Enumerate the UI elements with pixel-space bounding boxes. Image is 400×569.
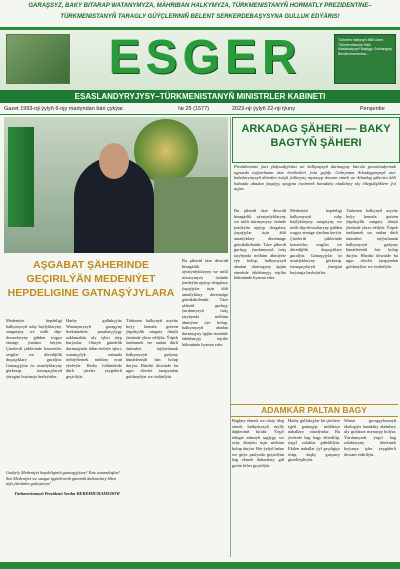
- quote-text: Gadyrly Medeniýet hepdeliginiň gatnaşyjylary! Eziz watandaşlar! Sizi Medeniýet we sungat işgärleriniň gününiň dabaralary bilen tüýs ýürekden gutlaýaryn!: [6, 470, 120, 487]
- article-column: Baglary ekmek we olary ideg etmek halkymyzyň asylly däpleriniň biridir. Ýaşyl tebigat adamyň saglygy we ruhy dünýäsi üçin möhüm bolup durýar. Her ýylyň bahar we güýz paslynda geçirilýän bag ekmek dabaralary giň gerim bilen geçirilýär.: [232, 418, 284, 468]
- article-column: Harby gullukçylar Watanymyzyň goragyny berkitmekde, parahatçylygy saklamakda uly işleri alyp barýarlar. Olaryň gündelik durmuşynda tälim-terbiýe işleri, watançylyk ruhunda terbiýelemek möhüm orun eýeleýär. Harby bölümlerde dürli çäreler yzygiderli geçirilýär.: [66, 318, 122, 379]
- article-column: Watan goragçylarynyň ekologiýa baradaky aladalary uly goldawa mynasyp bolýar. Ýurdumyzda ýaşyl bag zolaklaryny döretmek boýunça işler yzygiderli dowam etdirilýär.: [344, 418, 396, 457]
- main-photo: [4, 117, 228, 253]
- main-headline-box: [232, 117, 400, 163]
- article-column: Harby gullukçylar bu çärelere işjeň gatnaşyp, müňlerçe nahallary oturdýarlar. Bu ýerlerde bag bagy döredilip, ýaşyl zolaklar giňeldilýär. Ekilen nahallar ýyl geçdigiçe ösüp, daşky gurşawy gözelleşdirýär.: [288, 418, 340, 463]
- slogan-line-1: GARAŞSYZ, BAKY BITARAP WATANYMYZA, MÄHRIBAN HALKYMYZA, TÜRKMENISTANYŇ HORMATLY PREZIDENTINE–: [28, 3, 372, 9]
- article-column: Medeniýet hepdeligi halkymyzyň ruhy baýlyklaryny, sungatyny we milli däp-dessurlaryny giňden wagyz etmäge ýardam berýär. Çäreleriň çäklerinde konsertler, sergiler we döredijilik duşuşyklary guralýar. Gatnaşyjylar öz ussatlyklaryny görkezip, tomaşaçylaryň ýüregini buýsanja besleýärler.: [290, 208, 342, 275]
- newspaper-logo: ESGER: [108, 31, 302, 84]
- weekday: Penşenbe: [360, 106, 385, 112]
- column-divider: [230, 117, 231, 557]
- greeting-quote: [6, 470, 120, 496]
- section-headline: ADAMKÄR PALTAN BAGY: [230, 404, 398, 417]
- article-column: Türkmen halkynyň asyrlar boýy kemala getiren ýüpekçilik sungaty dünýä ýüzünde ykrar edilýär. Ýüpek öndürmek we ondan dürli önümleri taýýarlamak halkymyzyň gadymy hünärleriniň biri bolup durýar. Häzirki döwürde bu ugur döwlet tarapyndan goldanylýar we ösdürilýär.: [346, 208, 398, 269]
- issue-info-line: [0, 104, 400, 115]
- issue-date: 2023-nji ýylyň 22-nji iýuny: [232, 106, 295, 112]
- article-column: Türkmen halkynyň asyrlar boýy kemala getiren ýüpekçilik sungaty dünýä ýüzünde ykrar edilýär. Ýüpek öndürmek we ondan dürli önümleri taýýarlamak halkymyzyň gadymy hünärleriniň biri bolup durýar. Häzirki döwürde bu ugur döwlet tarapyndan goldanylýar we ösdürilýär.: [126, 318, 178, 379]
- second-headline: AŞGABAT ŞÄHERINDE GEÇIRILÝÄN MEDENIÝET HEPDELIGINE GATNAŞÝJYLARA: [7, 259, 175, 299]
- founder-bar: ESASLANDYRYJYSY–TÜRKMENISTANYŇ MINISTRLER KABINETI: [0, 90, 400, 103]
- signature: Türkmenistanyň Prezidenti Serdar BERDIMUHAMEDOW: [14, 490, 120, 496]
- photo-background: [154, 177, 228, 253]
- footer-bar: [0, 562, 400, 569]
- article-column: Medeniýet hepdeligi halkymyzyň ruhy baýlyklaryny, sungatyny we milli däp-dessurlaryny giňden wagyz etmäge ýardam berýär. Çäreleriň çäklerinde konsertler, sergiler we döredijilik duşuşyklary guralýar. Gatnaşyjylar öz ussatlyklaryny görkezip, tomaşaçylaryň ýüregini buýsanja besleýärler.: [6, 318, 62, 379]
- masthead-corner-box: [334, 34, 396, 84]
- corner-text: Türkmen halkynyň Milli Lideri, Türkmenistanyň Halk Maslahatynyň Başlygy Gurbanguly Berdimuhamedow...: [338, 38, 392, 56]
- masthead-slogan: [0, 0, 400, 30]
- person-head: [99, 143, 129, 179]
- flag-image: [8, 127, 34, 227]
- masthead-photo-left: [6, 34, 70, 84]
- article-column: Bu şäheriň täze döwrüň binagärlik aýratynlyklaryny we milli mirasymyzy özünde jemleýän ajaýyp desgalary ýaşaýjylar üçin ähli amatlyklary döretmäge gönükdirilendir. Täze şäheriň gurluşy ýurdumyzyň ösüş taryhynda möhüm ähmiýete eýe bolup, halkymyzyň abadan durmuşyny üpjün etmekde öňdebaryjy tejribe hökmünde hyzmat eder.: [182, 258, 228, 347]
- issue-number: № 25 (1577): [178, 106, 209, 112]
- main-headline: ARKADAG ŞÄHERI — BAKY BAGTYŇ ŞÄHERI: [241, 123, 391, 149]
- slogan-line-2: TÜRKMENISTANYŇ TARAGLY GÜÝÇLERINIŇ BELENT SERKERDEBAŞYSYNA GULLUK EDÝÄRIS!: [60, 14, 340, 20]
- article-column: Bu şäheriň täze döwrüň binagärlik aýratynlyklaryny we milli mirasymyzy özünde jemleýän ajaýyp desgalary ýaşaýjylar üçin ähli amatlyklary döretmäge gönükdirilendir. Täze şäheriň gurluşy ýurdumyzyň ösüş taryhynda möhüm ähmiýete eýe bolup, halkymyzyň abadan durmuşyny üpjün etmekde öňdebaryjy tejribe hökmünde hyzmat eder.: [234, 208, 286, 281]
- lead-paragraph: Prezidentimiz ýurt ykdysadyýetini we halkymyzyň durmuşyny has-da gowulandyrmak ugrunda taýýarlanan täze hereketleri ýola goýdy. Gahryman Arkadagymyzyň ata-babalarymyzyň döreden ösüşli ýollaryny mynasyp dowam etmek we Arkadag şäherini ähli babatda abadan ýaşaýyş ojagyna öwürmek baradaky aladalary uly öňegidişliklere ýol açýar.: [234, 164, 396, 192]
- founded-text: Gazet 1993-nji ýylyň 6-njy martyndan bäri çykýar.: [4, 106, 125, 112]
